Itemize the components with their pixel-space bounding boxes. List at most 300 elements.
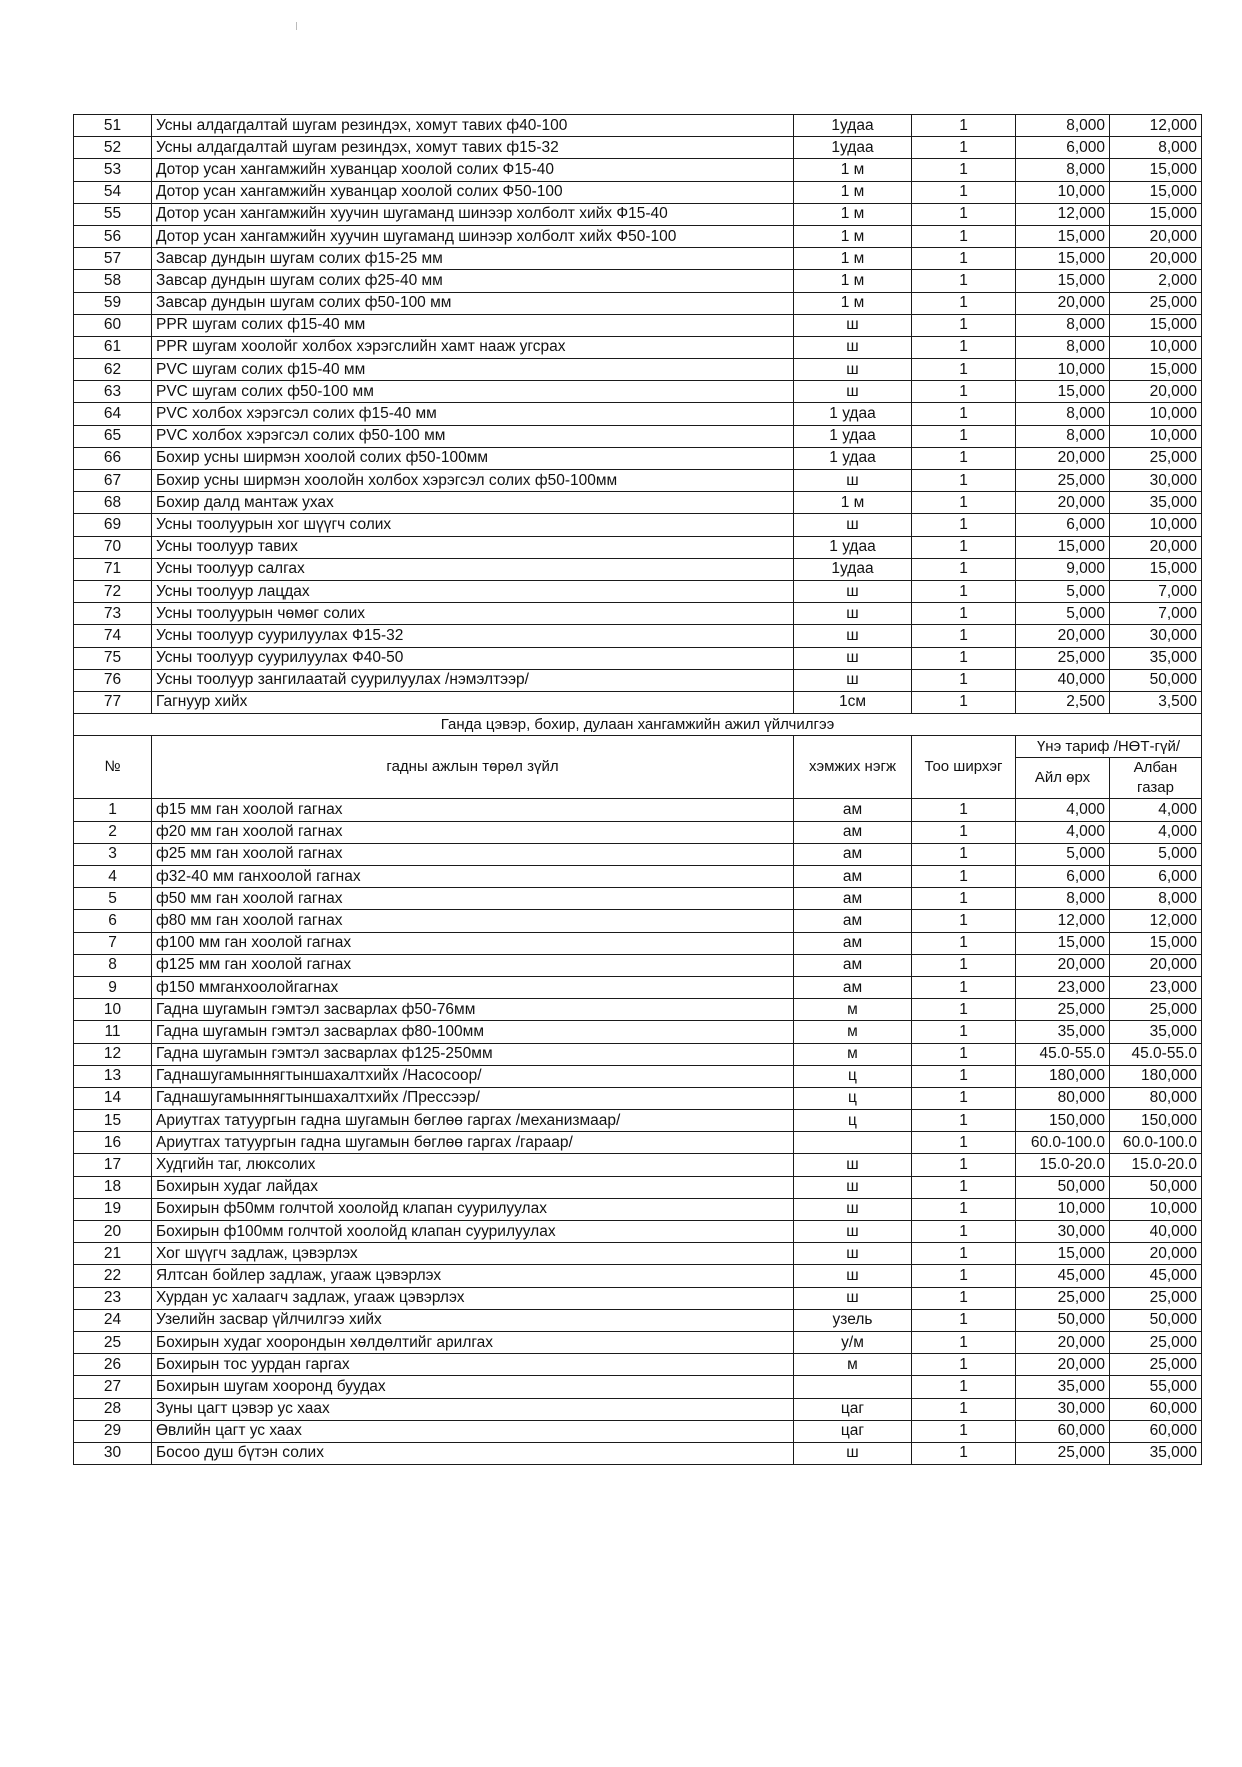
table-row [74,1132,1202,1154]
table-row [74,159,1202,181]
table-row [74,954,1202,976]
quantity: 1 [912,1265,1016,1287]
row-number: 62 [74,359,152,381]
quantity: 1 [912,691,1016,713]
row-number: 29 [74,1420,152,1442]
price-organization: 35,000 [1110,492,1202,514]
work-description: Бохир далд мантаж ухах [152,492,794,514]
table-row [74,999,1202,1021]
table-row [74,425,1202,447]
row-number: 20 [74,1221,152,1243]
table-row [74,359,1202,381]
table-row [74,910,1202,932]
work-description: Бохир усны ширмэн хоолойн холбох хэрэгсэл солих ф50-100мм [152,470,794,492]
unit-of-measure: ш [794,470,912,492]
unit-of-measure: ам [794,799,912,821]
unit-of-measure: ш [794,1265,912,1287]
quantity: 1 [912,425,1016,447]
unit-of-measure: ш [794,580,912,602]
work-description: PVC шугам солих ф50-100 мм [152,381,794,403]
price-organization: 25,000 [1110,292,1202,314]
price-household: 20,000 [1016,1331,1110,1353]
table-row [74,1420,1202,1442]
price-household: 4,000 [1016,799,1110,821]
quantity: 1 [912,1420,1016,1442]
table-row [74,536,1202,558]
price-household: 2,500 [1016,691,1110,713]
price-household: 20,000 [1016,492,1110,514]
price-household: 20,000 [1016,447,1110,469]
work-description: Дотор усан хангамжийн хуванцар хоолой солих Ф50-100 [152,181,794,203]
work-description: Усны тоолуур суурилуулах Ф40-50 [152,647,794,669]
work-description: Дотор усан хангамжийн хуванцар хоолой солих Ф15-40 [152,159,794,181]
price-organization: 15,000 [1110,181,1202,203]
row-number: 22 [74,1265,152,1287]
header-num: № [74,736,152,799]
work-description: Усны тоолуурын чөмөг солих [152,603,794,625]
row-number: 75 [74,647,152,669]
unit-of-measure: 1 м [794,203,912,225]
unit-of-measure: ам [794,888,912,910]
quantity: 1 [912,647,1016,669]
unit-of-measure [794,1132,912,1154]
quantity: 1 [912,1243,1016,1265]
quantity: 1 [912,381,1016,403]
work-description: Бохирын тос уурдан гаргах [152,1354,794,1376]
price-organization: 20,000 [1110,248,1202,270]
row-number: 77 [74,691,152,713]
table-row [74,447,1202,469]
quantity: 1 [912,1087,1016,1109]
row-number: 55 [74,203,152,225]
table-row [74,932,1202,954]
row-number: 10 [74,999,152,1021]
price-organization: 35,000 [1110,647,1202,669]
unit-of-measure [794,1376,912,1398]
row-number: 73 [74,603,152,625]
quantity: 1 [912,821,1016,843]
price-household: 20,000 [1016,292,1110,314]
work-description: Усны тоолуурын хог шүүгч солих [152,514,794,536]
price-organization: 180,000 [1110,1065,1202,1087]
unit-of-measure: 1 удаа [794,425,912,447]
table-row [74,203,1202,225]
price-organization: 25,000 [1110,447,1202,469]
work-description: Дотор усан хангамжийн хуучин шугаманд шинээр холболт хийх Ф50-100 [152,225,794,247]
price-organization: 4,000 [1110,821,1202,843]
price-organization: 15,000 [1110,558,1202,580]
work-description: Гадна шугамын гэмтэл засварлах ф80-100мм [152,1021,794,1043]
quantity: 1 [912,799,1016,821]
section-title: Ганда цэвэр, бохир, дулаан хангамжийн ажил үйлчилгээ [74,714,1202,736]
price-organization: 60,000 [1110,1420,1202,1442]
work-description: Босоо душ бүтэн солих [152,1442,794,1464]
unit-of-measure: 1см [794,691,912,713]
price-organization: 25,000 [1110,999,1202,1021]
table-row [74,514,1202,536]
price-organization: 10,000 [1110,1198,1202,1220]
table-row [74,403,1202,425]
price-organization: 4,000 [1110,799,1202,821]
row-number: 25 [74,1331,152,1353]
header-qty: Тоо ширхэг [912,736,1016,799]
work-description: Хурдан ус халаагч задлаж, угааж цэвэрлэх [152,1287,794,1309]
unit-of-measure: ш [794,1221,912,1243]
quantity: 1 [912,843,1016,865]
table-row [74,1221,1202,1243]
row-number: 2 [74,821,152,843]
row-number: 11 [74,1021,152,1043]
unit-of-measure: ам [794,932,912,954]
quantity: 1 [912,1154,1016,1176]
price-organization: 7,000 [1110,580,1202,602]
quantity: 1 [912,159,1016,181]
price-household: 5,000 [1016,603,1110,625]
quantity: 1 [912,470,1016,492]
tariff-table-section-header [74,714,1202,799]
table-row [74,888,1202,910]
price-organization: 10,000 [1110,514,1202,536]
quantity: 1 [912,492,1016,514]
unit-of-measure: ш [794,647,912,669]
price-organization: 2,000 [1110,270,1202,292]
table-row [74,1287,1202,1309]
price-organization: 25,000 [1110,1354,1202,1376]
price-household: 20,000 [1016,1354,1110,1376]
table-row [74,603,1202,625]
price-household: 8,000 [1016,425,1110,447]
unit-of-measure: ш [794,1287,912,1309]
work-description: Бохир усны ширмэн хоолой солих ф50-100мм [152,447,794,469]
unit-of-measure: 1 м [794,270,912,292]
row-number: 5 [74,888,152,910]
work-description: Гагнуур хийх [152,691,794,713]
row-number: 60 [74,314,152,336]
price-household: 5,000 [1016,580,1110,602]
price-organization: 45.0-55.0 [1110,1043,1202,1065]
unit-of-measure: м [794,999,912,1021]
table-row [74,1442,1202,1464]
table-row [74,1309,1202,1331]
price-organization: 5,000 [1110,843,1202,865]
work-description: PVC шугам солих ф15-40 мм [152,359,794,381]
price-household: 20,000 [1016,954,1110,976]
row-number: 63 [74,381,152,403]
quantity: 1 [912,292,1016,314]
table-row [74,470,1202,492]
work-description: ф125 мм ган хоолой гагнах [152,954,794,976]
quantity: 1 [912,536,1016,558]
price-household: 12,000 [1016,910,1110,932]
price-household: 35,000 [1016,1376,1110,1398]
table-row [74,336,1202,358]
row-number: 4 [74,866,152,888]
price-organization: 8,000 [1110,888,1202,910]
work-description: Худгийн таг, люксолих [152,1154,794,1176]
table-row [74,821,1202,843]
row-number: 24 [74,1309,152,1331]
work-description: Хог шүүгч задлаж, цэвэрлэх [152,1243,794,1265]
unit-of-measure: м [794,1043,912,1065]
work-description: Бохирын ф50мм голчтой хоолойд клапан суурилуулах [152,1198,794,1220]
price-organization: 20,000 [1110,536,1202,558]
row-number: 59 [74,292,152,314]
quantity: 1 [912,1132,1016,1154]
quantity: 1 [912,625,1016,647]
work-description: Ариутгах татуургын гадна шугамын бөглөө гаргах /гараар/ [152,1132,794,1154]
work-description: Бохирын худаг хоорондын хөлдөлтийг арилгах [152,1331,794,1353]
quantity: 1 [912,1043,1016,1065]
unit-of-measure: 1 м [794,492,912,514]
table-row [74,1176,1202,1198]
unit-of-measure: ш [794,359,912,381]
unit-of-measure: 1 м [794,159,912,181]
quantity: 1 [912,1331,1016,1353]
work-description: Дотор усан хангамжийн хуучин шугаманд шинээр холболт хийх Ф15-40 [152,203,794,225]
unit-of-measure: цаг [794,1398,912,1420]
quantity: 1 [912,999,1016,1021]
work-description: PPR шугам хоолойг холбох хэрэгслийн хамт нааж угсрах [152,336,794,358]
price-organization: 40,000 [1110,1221,1202,1243]
work-description: Зуны цагт цэвэр ус хаах [152,1398,794,1420]
unit-of-measure: ам [794,976,912,998]
work-description: ф80 мм ган хоолой гагнах [152,910,794,932]
work-description: Гаднашугамыннягтыншахалтхийх /Прессээр/ [152,1087,794,1109]
row-number: 69 [74,514,152,536]
unit-of-measure: ш [794,1243,912,1265]
tariff-table-bottom-rows [74,799,1202,1465]
price-organization: 80,000 [1110,1087,1202,1109]
work-description: ф25 мм ган хоолой гагнах [152,843,794,865]
work-description: PVC холбох хэрэгсэл солих ф50-100 мм [152,425,794,447]
row-number: 56 [74,225,152,247]
unit-of-measure: ш [794,625,912,647]
row-number: 52 [74,137,152,159]
work-description: Усны тоолуур зангилаатай суурилуулах /нэмэлтээр/ [152,669,794,691]
price-organization: 23,000 [1110,976,1202,998]
price-household: 45.0-55.0 [1016,1043,1110,1065]
row-number: 30 [74,1442,152,1464]
price-household: 25,000 [1016,647,1110,669]
price-organization: 35,000 [1110,1442,1202,1464]
unit-of-measure: ш [794,314,912,336]
row-number: 58 [74,270,152,292]
row-number: 51 [74,115,152,137]
row-number: 18 [74,1176,152,1198]
quantity: 1 [912,558,1016,580]
price-household: 80,000 [1016,1087,1110,1109]
table-row [74,115,1202,137]
price-organization: 150,000 [1110,1110,1202,1132]
price-household: 8,000 [1016,115,1110,137]
work-description: ф100 мм ган хоолой гагнах [152,932,794,954]
unit-of-measure: м [794,1021,912,1043]
work-description: Усны алдагдалтай шугам резиндэх, хомут тавих ф15-32 [152,137,794,159]
unit-of-measure: ш [794,669,912,691]
work-description: Усны тоолуур суурилуулах Ф15-32 [152,625,794,647]
table-row [74,1065,1202,1087]
row-number: 68 [74,492,152,514]
table-row [74,1043,1202,1065]
price-household: 8,000 [1016,403,1110,425]
price-organization: 10,000 [1110,403,1202,425]
work-description: Узелийн засвар үйлчилгээ хийх [152,1309,794,1331]
table-row [74,1331,1202,1353]
unit-of-measure: ам [794,843,912,865]
unit-of-measure: м [794,1354,912,1376]
price-household: 30,000 [1016,1221,1110,1243]
work-description: Усны алдагдалтай шугам резиндэх, хомут тавих ф40-100 [152,115,794,137]
unit-of-measure: у/м [794,1331,912,1353]
price-household: 45,000 [1016,1265,1110,1287]
unit-of-measure: ш [794,336,912,358]
header-name: гадны ажлын төрөл зүйл [152,736,794,799]
row-number: 26 [74,1354,152,1376]
table-row [74,866,1202,888]
price-household: 25,000 [1016,999,1110,1021]
row-number: 70 [74,536,152,558]
work-description: Усны тоолуур тавих [152,536,794,558]
price-organization: 15,000 [1110,359,1202,381]
quantity: 1 [912,270,1016,292]
work-description: Гадна шугамын гэмтэл засварлах ф125-250мм [152,1043,794,1065]
price-household: 4,000 [1016,821,1110,843]
table-row [74,1087,1202,1109]
price-household: 6,000 [1016,866,1110,888]
price-household: 23,000 [1016,976,1110,998]
price-household: 8,000 [1016,336,1110,358]
row-number: 9 [74,976,152,998]
price-household: 15,000 [1016,225,1110,247]
price-organization: 20,000 [1110,225,1202,247]
quantity: 1 [912,1021,1016,1043]
table-row [74,225,1202,247]
price-household: 15,000 [1016,536,1110,558]
price-household: 8,000 [1016,159,1110,181]
header-price-organization: Албан газар [1110,758,1202,799]
price-household: 15,000 [1016,248,1110,270]
table-row [74,1021,1202,1043]
work-description: Усны тоолуур салгах [152,558,794,580]
column-header-row [74,736,1202,758]
unit-of-measure: ш [794,1154,912,1176]
price-organization: 7,000 [1110,603,1202,625]
row-number: 14 [74,1087,152,1109]
row-number: 28 [74,1398,152,1420]
price-household: 20,000 [1016,625,1110,647]
row-number: 3 [74,843,152,865]
row-number: 64 [74,403,152,425]
table-row [74,381,1202,403]
table-row [74,292,1202,314]
work-description: ф15 мм ган хоолой гагнах [152,799,794,821]
unit-of-measure: 1 м [794,292,912,314]
quantity: 1 [912,580,1016,602]
row-number: 6 [74,910,152,932]
price-household: 180,000 [1016,1065,1110,1087]
table-row [74,1398,1202,1420]
unit-of-measure: 1 м [794,181,912,203]
quantity: 1 [912,225,1016,247]
row-number: 72 [74,580,152,602]
row-number: 23 [74,1287,152,1309]
quantity: 1 [912,115,1016,137]
work-description: Бохирын шугам хооронд буудах [152,1376,794,1398]
price-organization: 45,000 [1110,1265,1202,1287]
unit-of-measure: 1 м [794,225,912,247]
table-row [74,248,1202,270]
quantity: 1 [912,1398,1016,1420]
quantity: 1 [912,954,1016,976]
quantity: 1 [912,888,1016,910]
table-row [74,647,1202,669]
unit-of-measure: ш [794,514,912,536]
price-organization: 10,000 [1110,425,1202,447]
unit-of-measure: 1удаа [794,137,912,159]
price-organization: 30,000 [1110,470,1202,492]
price-household: 15.0-20.0 [1016,1154,1110,1176]
quantity: 1 [912,137,1016,159]
work-description: Гадна шугамын гэмтэл засварлах ф50-76мм [152,999,794,1021]
quantity: 1 [912,910,1016,932]
row-number: 16 [74,1132,152,1154]
price-household: 5,000 [1016,843,1110,865]
work-description: Завсар дундын шугам солих ф15-25 мм [152,248,794,270]
unit-of-measure: 1 м [794,248,912,270]
unit-of-measure: ш [794,1176,912,1198]
quantity: 1 [912,1065,1016,1087]
table-row [74,625,1202,647]
table-row [74,1265,1202,1287]
unit-of-measure: ам [794,954,912,976]
table-row [74,976,1202,998]
unit-of-measure: ам [794,910,912,932]
price-household: 60,000 [1016,1420,1110,1442]
price-organization: 25,000 [1110,1287,1202,1309]
scan-mark [296,22,297,30]
quantity: 1 [912,932,1016,954]
row-number: 67 [74,470,152,492]
price-organization: 15,000 [1110,932,1202,954]
price-household: 40,000 [1016,669,1110,691]
quantity: 1 [912,1176,1016,1198]
row-number: 65 [74,425,152,447]
row-number: 61 [74,336,152,358]
work-description: PVC холбох хэрэгсэл солих ф15-40 мм [152,403,794,425]
table-row [74,1354,1202,1376]
price-household: 25,000 [1016,1442,1110,1464]
price-household: 12,000 [1016,203,1110,225]
unit-of-measure: 1 удаа [794,403,912,425]
work-description: ф50 мм ган хоолой гагнах [152,888,794,910]
price-organization: 50,000 [1110,669,1202,691]
price-household: 10,000 [1016,181,1110,203]
quantity: 1 [912,1354,1016,1376]
unit-of-measure: ам [794,821,912,843]
work-description: Бохирын ф100мм голчтой хоолойд клапан суурилуулах [152,1221,794,1243]
price-organization: 50,000 [1110,1176,1202,1198]
price-household: 15,000 [1016,932,1110,954]
quantity: 1 [912,314,1016,336]
quantity: 1 [912,669,1016,691]
quantity: 1 [912,181,1016,203]
price-organization: 3,500 [1110,691,1202,713]
row-number: 76 [74,669,152,691]
row-number: 13 [74,1065,152,1087]
row-number: 27 [74,1376,152,1398]
unit-of-measure: ш [794,1442,912,1464]
quantity: 1 [912,1287,1016,1309]
